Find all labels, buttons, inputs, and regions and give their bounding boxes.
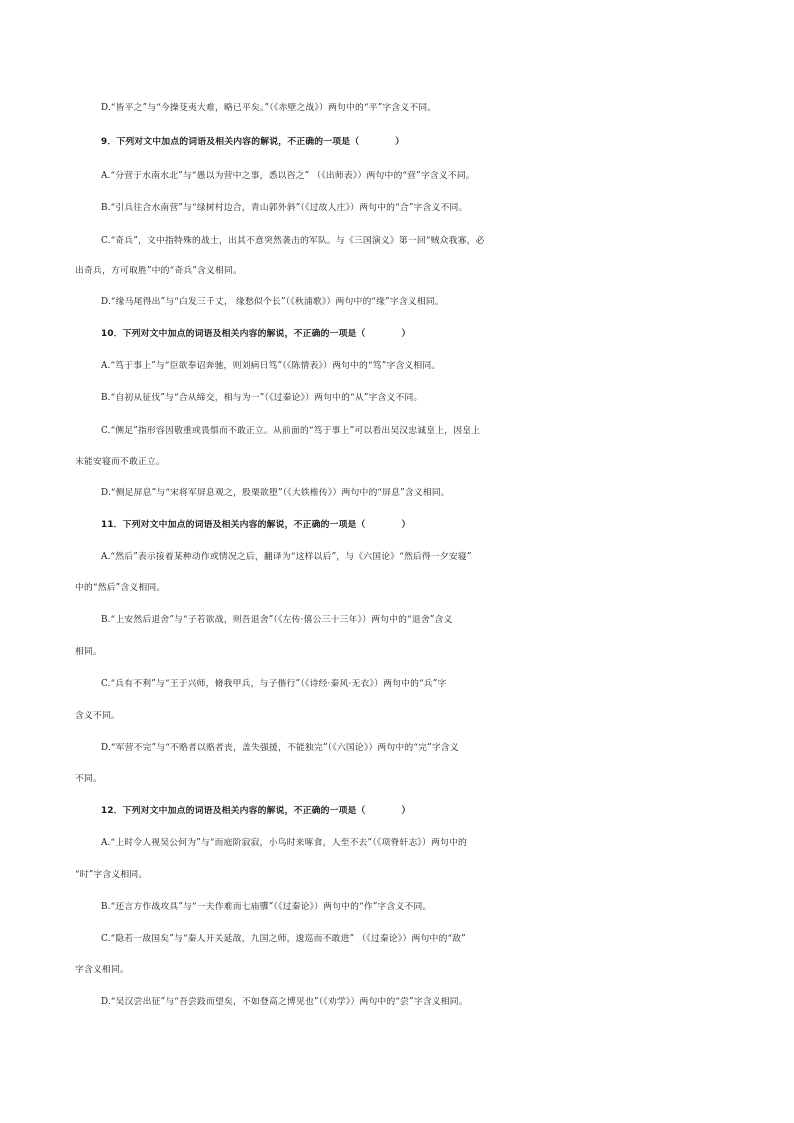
option-10c: C.“侧足”指形容因敬重或畏惧而不敢正立。从前面的“笃于事上”可以看出吴汉忠诚皇上，因皇上: [101, 426, 481, 436]
option-12a: A.“上时令人视吴公何为”与“而庭阶寂寂，小鸟时来啄食，人至不去”（《项脊轩志》）两句中的: [101, 838, 468, 848]
option-11a: A.“然后”表示接着某种动作或情况之后，翻译为“这样以后”，与《六国论》“然后得一夕安寝”: [101, 552, 472, 562]
option-12b: B.“还言方作战攻具”与“一夫作难而七庙隳”（《过秦论》）两句中的“作”字含义不同。: [101, 902, 432, 912]
option-9d: D.“缘马尾得出”与“白发三千丈， 缘愁似个长”（《秋浦歌》）两句中的“缘”字含义相同。: [101, 297, 444, 307]
option-12c: C.“隐若一敌国矣”与“秦人开关延敌，九国之师，逡巡而不敢进” （《过秦论》）两句中的“敌”: [101, 934, 466, 944]
option-11d: D.“军营不完”与“不赂者以赂者丧，盖失强援，不能独完”（《六国论》）两句中的“完”字含义: [101, 743, 459, 753]
option-12c-cont: 字含义相同。: [75, 965, 129, 975]
option-11c: C.“兵有不利”与“王于兴师，脩我甲兵，与子偕行”（《诗经·秦风·无衣》）两句中的“兵”字: [101, 679, 447, 689]
option-11c-cont: 含义不同。: [75, 711, 120, 721]
option-9b: B.“引兵往合水南营”与“绿树村边合，青山郭外斜”（《过故人庄》）两句中的“合”字含义不同。: [101, 203, 468, 213]
option-10b: B.“自初从征伐”与“合从缔交，相与为一”（《过秦论》）两句中的“从”字含义不同。: [101, 393, 423, 403]
option-12d: D.“吴汉尝出征”与“吾尝跂而望矣，不如登高之博见也”（《劝学》）两句中的“尝”字含义相同。: [101, 997, 468, 1007]
question-12-stem: 12．下列对文中加点的词语及相关内容的解说，不正确的一项是（ ）: [101, 806, 411, 816]
option-10d: D.“侧足屏息”与“宋将军屏息观之，股栗欲堕”（《大铁椎传》）两句中的“屏息”含义相同。: [101, 488, 450, 498]
option-9c: C.“奇兵”，文中指特殊的战士，出其不意突然袭击的军队。与《三国演义》第一回“贼众我寡，必: [101, 236, 485, 246]
option-11d-cont: 不同。: [75, 774, 102, 784]
question-11-stem: 11．下列对文中加点的词语及相关内容的解说，不正确的一项是（ ）: [101, 520, 411, 530]
option-11b: B.“上安然后退舍”与“子若欲战，则吾退舍”（《左传·僖公三十三年》）两句中的“退舍”含义: [101, 615, 453, 625]
question-9-stem: 9．下列对文中加点的词语及相关内容的解说，不正确的一项是（ ）: [101, 137, 405, 147]
option-10c-cont: 未能安寝而不敢正立。: [75, 457, 165, 467]
option-9c-cont: 出奇兵，方可取胜”中的“奇兵”含义相同。: [75, 266, 243, 276]
text-line: D.“皆平之”与“今操芟夷大难，略已平矣。”（《赤壁之战》）两句中的“平”字含义不同。: [101, 103, 437, 113]
option-12a-cont: “时”字含义相同。: [75, 870, 148, 880]
option-11a-cont: 中的“然后”含义相同。: [75, 583, 166, 593]
option-10a: A.“笃于事上”与“臣欲奉诏奔驰，则刘病日笃”（《陈情表》）两句中的“笃”字含义相同。: [101, 361, 441, 371]
option-11b-cont: 相同。: [75, 647, 102, 657]
option-9a: A.“分营于水南水北”与“愚以为营中之事，悉以咨之” （《出师表》）两句中的“营”字含义不同。: [101, 171, 475, 181]
question-10-stem: 10．下列对文中加点的词语及相关内容的解说，不正确的一项是（ ）: [101, 329, 411, 339]
